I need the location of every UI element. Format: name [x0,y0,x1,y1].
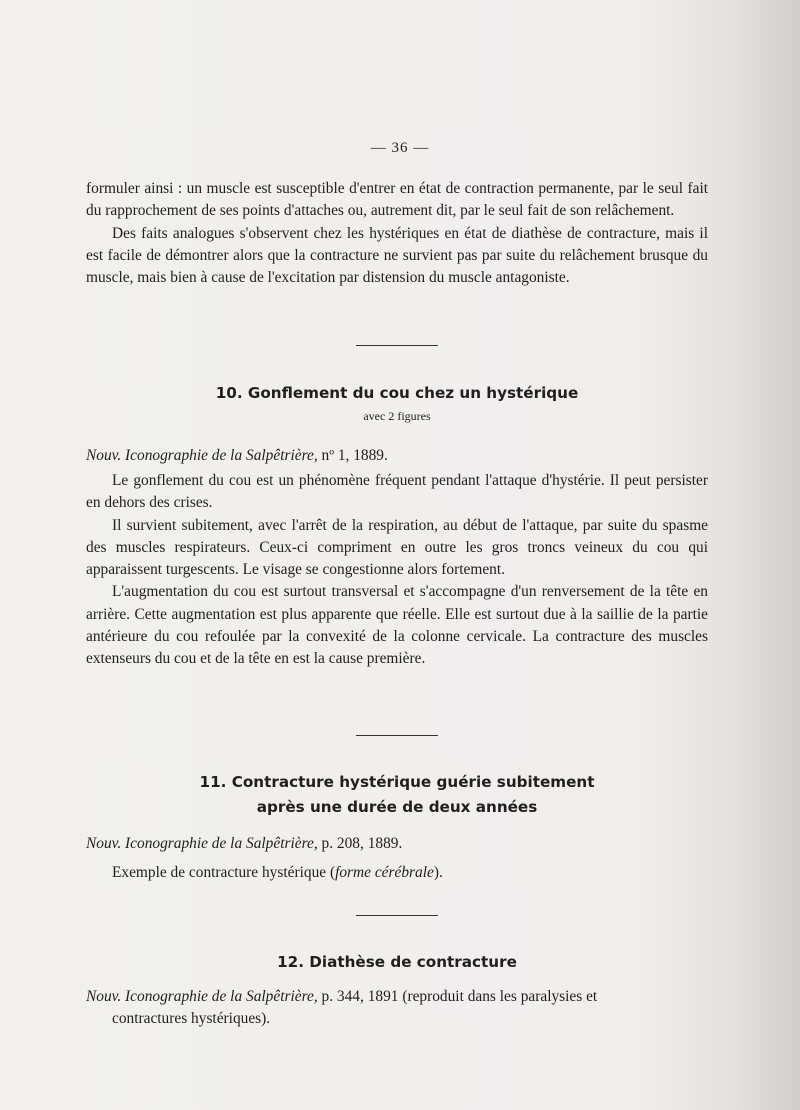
section-11-journal: Nouv. Iconographie de la Salpêtrière, [86,835,318,852]
section-10-reference [86,445,708,467]
section-10-journal: Nouv. Iconographie de la Salpêtrière, [86,447,318,464]
page-number: — 36 — [370,140,430,156]
section-11-paragraph-1 [86,862,708,884]
section-10-ref-details: nº 1, 1889. [317,447,388,464]
section-12-ref-continuation: contractures hystériques). [112,1010,271,1027]
section-10-subtitle: avec 2 figures [363,409,431,423]
section-11-text-end: ). [433,864,443,881]
section-11-body [86,862,708,884]
section-11-title-line-2: après une durée de deux années [256,798,538,816]
section-10-body [86,470,708,671]
section-11-reference [86,833,708,855]
section-12-ref-details: p. 344, 1891 (reproduit dans les paralysies et [317,988,598,1005]
section-divider [356,915,438,916]
section-12-journal: Nouv. Iconographie de la Salpêtrière, [86,988,318,1005]
section-divider [356,735,438,736]
section-10-paragraph-1: Le gonflement du cou est un phénomène fréquent pendant l'attaque d'hystérie. Il peut persister en dehors des crises. [86,472,708,512]
intro-block [86,178,708,289]
section-10-paragraph-2: Il survient subitement, avec l'arrêt de la respiration, au début de l'attaque, par suite du spasme des muscles respirateurs. Ceux-ci compriment en outre les gros troncs veineux du cou qui apparaissent turgescents. Le visage se congestionne alors fortement. [86,516,708,579]
section-11-title-line-1: 11. Contracture hystérique guérie subitement [199,773,595,791]
intro-paragraph-1: formuler ainsi : un muscle est susceptible d'entrer en état de contraction permanente, par le seul fait du rapprochement de ses points d'attaches ou, autrement dit, par le seul fait de son relâchement. [86,180,708,220]
section-divider [356,345,438,346]
section-10-title: 10. Gonflement du cou chez un hystérique [215,384,579,402]
section-11-text: Exemple de contracture hystérique ( [112,864,336,881]
section-11-italic-text: forme cérébrale [335,864,434,881]
section-12-title: 12. Diathèse de contracture [277,953,517,971]
section-11-ref-details: p. 208, 1889. [317,835,403,852]
intro-paragraph-2: Des faits analogues s'observent chez les hystériques en état de diathèse de contracture, mais il est facile de démontrer alors que la contracture ne survient pas par suite du relâchement brusque du muscle, mais bien à cause de l'excitation par distension du muscle antagoniste. [86,224,708,287]
section-12-reference [86,986,708,1030]
section-10-paragraph-3: L'augmentation du cou est surtout transversal et s'accompagne d'un renversement de la tête en arrière. Cette augmentation est plus apparente que réelle. Elle est surtout due à la saillie de la partie antérieure du cou refoulée par la convexité de la colonne cervicale. La contracture des muscles extenseurs du cou et de la tête en est la cause première. [86,583,708,668]
